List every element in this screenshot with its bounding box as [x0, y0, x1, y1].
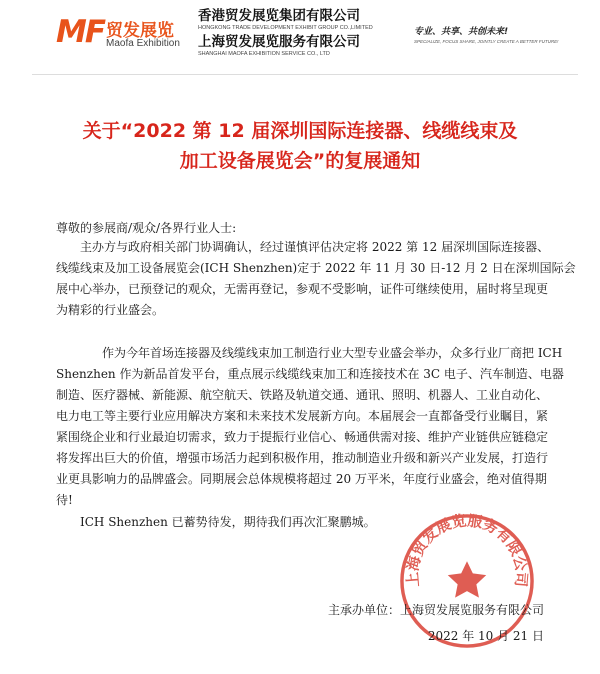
paragraph-line: 作为今年首场连接器及线缆线束加工制造行业大型专业盛会举办，众多行业厂商把 ICH — [102, 346, 563, 360]
header-divider — [32, 74, 578, 75]
slogan-en: SPECIALIZE, FOCUS SHARE, JOINTLY CREATE A BETTER FUTURE! — [414, 39, 559, 44]
logo-english-name: Maofa Exhibition — [106, 38, 180, 49]
logo-mark: MF — [56, 14, 105, 50]
paragraph-line: 为精彩的行业盛会。 — [56, 303, 165, 317]
paragraph-line: 主办方与政府相关部门协调确认，经过谨慎评估决定将 2022 第 12 届深圳国际连接器、 — [80, 240, 550, 254]
paragraph-line: 电力电工等主要行业应用解决方案和未来技术发展新方向。本届展会一直都备受行业瞩目，紧 — [56, 409, 549, 423]
maofa-logo — [56, 12, 196, 56]
seal-star — [448, 561, 486, 597]
paragraph-line: 紧围绕企业和行业最迫切需求，致力于提振行业信心、畅通供需对接、维护产业链供应链稳定 — [56, 430, 549, 444]
company-hk-cn: 香港贸发展览集团有限公司 — [198, 8, 360, 24]
paragraph-line: 将发挥出巨大的价值，增强市场活力起到积极作用，推动制造业升级和新兴产业发展，打造行 — [56, 451, 549, 465]
paragraph-line: 业更具影响力的品牌盛会。同期展会总体规模将超过 20 万平米，年度行业盛会，绝对值得期 — [56, 472, 547, 486]
title-line-2: 加工设备展览会”的复展通知 — [179, 150, 421, 172]
paragraph-line: 展中心举办，已预登记的观众，无需再登记，参观不受影响，证件可继续使用，届时将呈现更 — [56, 282, 549, 296]
paragraph-1 — [56, 237, 576, 321]
slogan — [414, 24, 574, 44]
title-line-1: 关于“2022 第 12 届深圳国际连接器、线缆线束及 — [82, 120, 518, 142]
organizer-line: 主承办单位：上海贸发展览服务有限公司 — [327, 603, 544, 617]
salutation: 尊敬的参展商/观众/各界行业人士: — [56, 221, 237, 235]
paragraph-2 — [56, 343, 564, 511]
paragraph-line: Shenzhen 作为新品首发平台，重点展示线缆线束加工和连接技术在 3C 电子、汽车制造、电器 — [56, 367, 564, 381]
company-sh-en: SHANGHAI MAOFA EXHIBITION SERVICE CO., LTD — [198, 51, 330, 57]
paragraph-line: ICH Shenzhen 已蓄势待发，期待我们再次汇聚鹏城。 — [80, 515, 376, 529]
signature-block — [328, 600, 544, 646]
logo-chinese-name: 贸发展览 — [106, 21, 174, 41]
company-hk-en: HONGKONG TRADE DEVELOPMENT EXHIBIT GROUP CO.,LIMITED — [198, 25, 373, 31]
letterhead — [0, 0, 600, 70]
seal-text: 上海贸发展览服务有限公司 — [404, 512, 530, 588]
paragraph-line: 待! — [56, 493, 73, 507]
paragraph-line: 线缆线束及加工设备展览会(ICH Shenzhen)定于 2022 年 11 月 30 日-12 月 2 日在深圳国际会 — [56, 261, 576, 275]
paragraph-line: 制造、医疗器械、新能源、航空航天、铁路及轨道交通、通讯、照明、机器人、工业自动化、 — [56, 388, 549, 402]
company-names — [198, 8, 408, 60]
company-sh-cn: 上海贸发展览服务有限公司 — [198, 34, 360, 50]
slogan-cn: 专业、共享、共创未来! — [414, 27, 509, 37]
notice-date: 2022 年 10 月 21 日 — [427, 629, 544, 643]
notice-title — [40, 116, 560, 176]
